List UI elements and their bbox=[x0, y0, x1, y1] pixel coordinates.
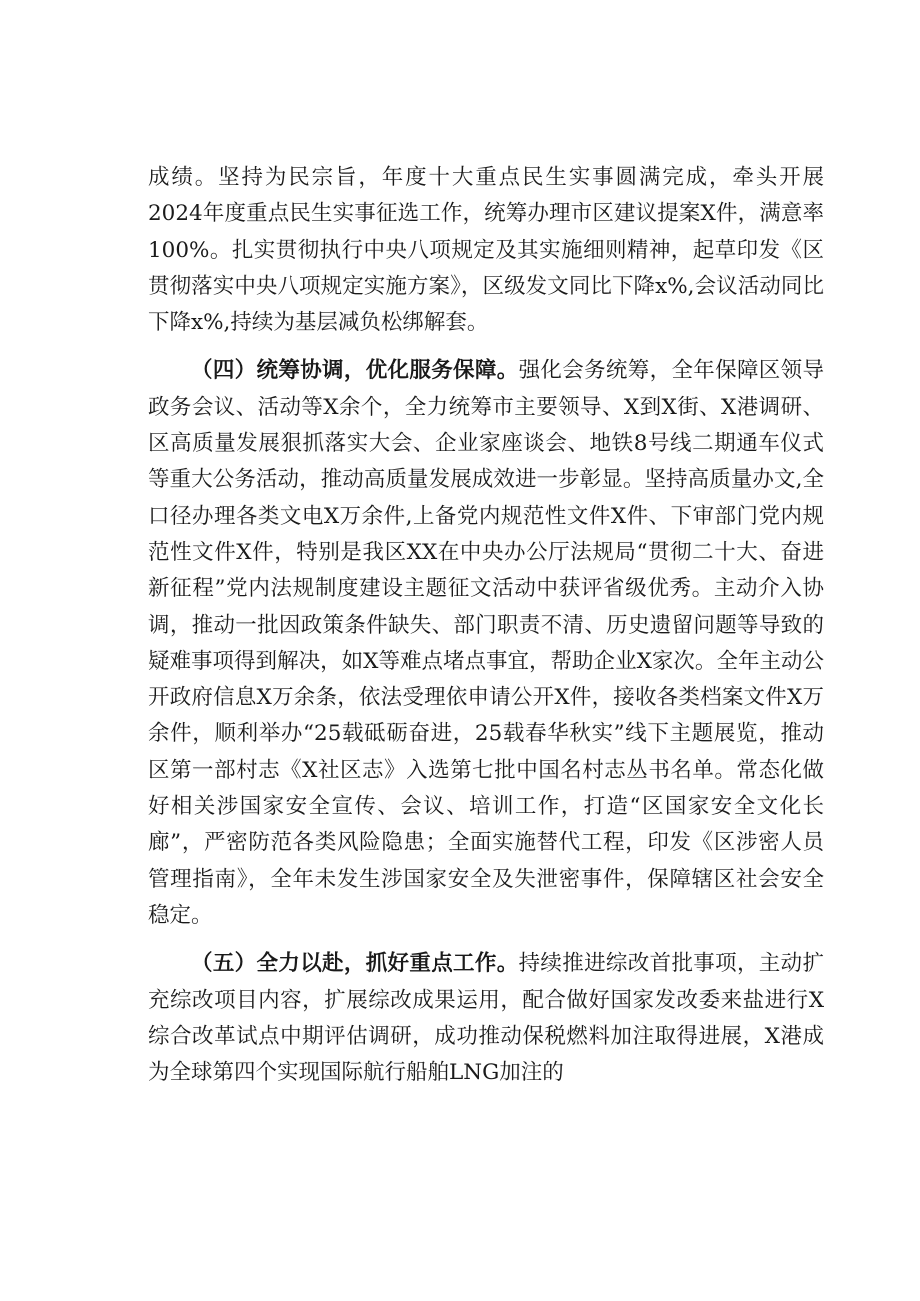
section-heading: （五）全力以赴，抓好重点工作。 bbox=[191, 951, 519, 977]
paragraph-text: 持续推进综改首批事项，主动扩充综改项目内容，扩展综改成果运用，配合做好国家发改委来盐进行X综合改革试点中期评估调研，成功推动保税燃料加注取得进展，X港成为全球第四个实现国际航行船舶LNG加注的 bbox=[148, 951, 824, 1086]
document-body bbox=[148, 160, 824, 1091]
paragraph-text: 成绩。坚持为民宗旨，年度十大重点民生实事圆满完成，牵头开展2024年度重点民生实事征选工作，统筹办理市区建议提案X件，满意率100%。扎实贯彻执行中央八项规定及其实施细则精神，起草印发《区贯彻落实中央八项规定实施方案》，区级发文同比下降x%,会议活动同比下降x%,持续为基层减负松绑解套。 bbox=[148, 165, 824, 336]
paragraph-text: 强化会务统筹，全年保障区领导政务会议、活动等X余个，全力统筹市主要领导、X到X街、X港调研、区高质量发展狠抓落实大会、企业家座谈会、地铁8号线二期通车仪式等重大公务活动，推动高质量发展成效进一步彰显。坚持高质量办文,全口径办理各类文电X万余件,上备党内规范性文件X件、下审部门党内规范性文件X件，特别是我区XX在中央办公厅法规局“贯彻二十大、奋进新征程”党内法规制度建设主题征文活动中获评省级优秀。主动介入协调，推动一批因政策条件缺失、部门职责不清、历史遗留问题等导致的疑难事项得到解决，如X等难点堵点事宜，帮助企业X家次。全年主动公开政府信息X万余条，依法受理依申请公开X件，接收各类档案文件X万余件，顺利举办“25载砥砺奋进，25载春华秋实”线下主题展览，推动区第一部村志《X社区志》入选第七批中国名村志丛书名单。常态化做好相关涉国家安全宣传、会议、培训工作，打造“区国家安全文化长廊”，严密防范各类风险隐患；全面实施替代工程，印发《区涉密人员管理指南》，全年未发生涉国家安全及失泄密事件，保障辖区社会安全稳定。 bbox=[148, 358, 824, 928]
paragraph-spacer bbox=[148, 341, 824, 353]
paragraph-section-4 bbox=[148, 353, 824, 934]
paragraph-section-5 bbox=[148, 946, 824, 1091]
section-heading: （四）统筹协调，优化服务保障。 bbox=[191, 358, 519, 384]
paragraph-spacer bbox=[148, 934, 824, 946]
paragraph-continuation bbox=[148, 160, 824, 341]
